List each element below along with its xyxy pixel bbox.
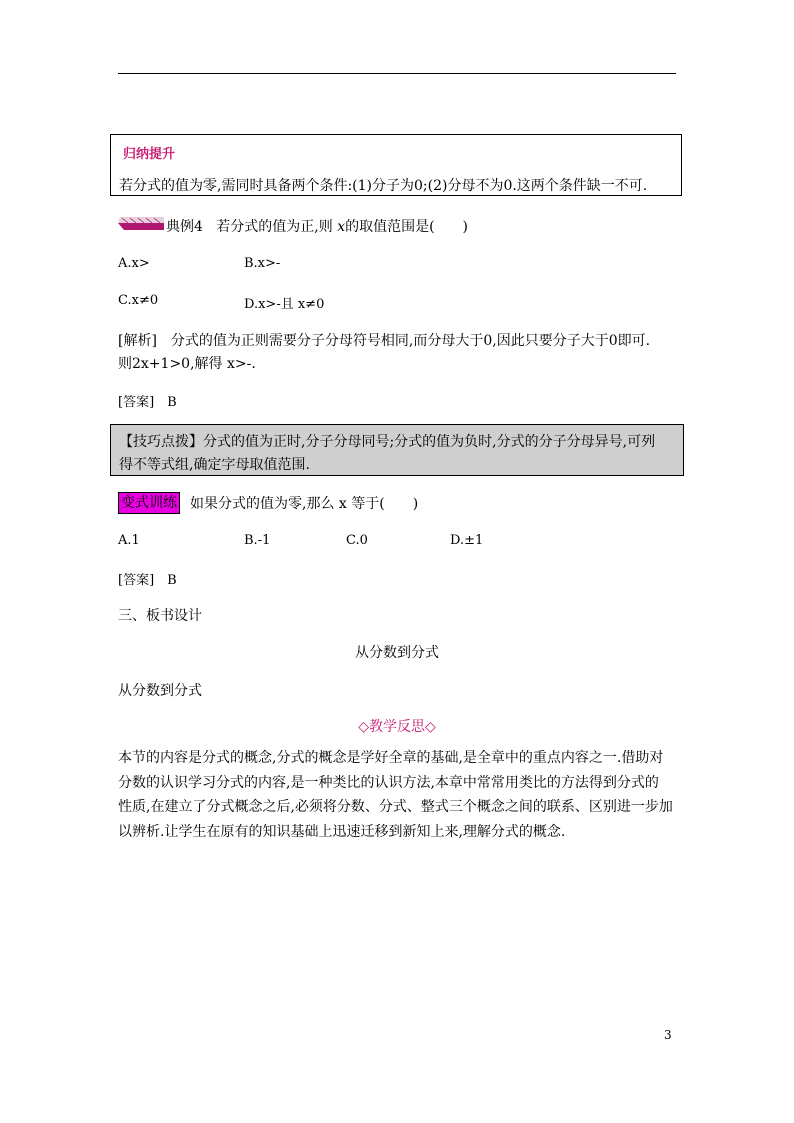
example-analysis-line1: [解析] 分式的值为正则需要分子分母符号相同,而分母大于0,因此只要分子大于0即可. (118, 333, 651, 349)
example-option-d: D.x>-且 x≠0 (244, 297, 325, 312)
variant-option-c: C.0 (346, 533, 368, 548)
section-title: 三、板书设计 (118, 608, 202, 624)
example-question-post: 的取值范围是( ) (345, 219, 469, 235)
reflection-line: 分数的认识学习分式的内容,是一种类比的认识方法,本章中常常用类比的方法得到分式的 (118, 775, 659, 791)
variant-option-b: B.-1 (244, 533, 271, 548)
header-rule (118, 73, 676, 74)
variant-answer: [答案] B (118, 573, 177, 588)
example-question-pre: 若分式的值为正,则 (216, 219, 333, 235)
variant-option-d: D.±1 (450, 533, 484, 548)
reflection-line: 本节的内容是分式的概念,分式的概念是学好全章的基础,是全章中的重点内容之一.借助对 (118, 750, 664, 766)
board-center-title: 从分数到分式 (355, 645, 439, 661)
summary-text: 若分式的值为零,需同时具备两个条件:(1)分子为0;(2)分母不为0.这两个条件缺一不可. (119, 178, 648, 194)
example-badge-icon (118, 217, 164, 231)
summary-box (110, 134, 682, 196)
reflection-line: 性质,在建立了分式概念之后,必须将分数、分式、整式三个概念之间的联系、区别进一步加 (118, 799, 673, 815)
example-question (166, 216, 468, 236)
example-analysis-line2: 则2x+1>0,解得 x>-. (118, 356, 256, 372)
board-left-text: 从分数到分式 (118, 683, 202, 699)
summary-title: 归纳提升 (123, 147, 176, 162)
example-option-b: B.x>- (244, 256, 281, 271)
page-number: 3 (664, 1028, 672, 1042)
reflection-line: 以辨析.让学生在原有的知识基础上迅速迁移到新知上来,理解分式的概念. (118, 824, 566, 840)
example-question-var: x (337, 219, 346, 235)
tip-line2: 得不等式组,确定字母取值范围. (119, 457, 310, 473)
tip-line1: 【技巧点拨】分式的值为正时,分子分母同号;分式的值为负时,分式的分子分母异号,可列 (119, 434, 656, 450)
variant-badge: 变式训练 (118, 492, 180, 514)
example-option-a: A.x> (118, 256, 150, 271)
example-option-c: C.x≠0 (118, 293, 159, 308)
variant-question: 如果分式的值为零,那么 x 等于( ) (190, 496, 419, 512)
reflection-title: ◇教学反思◇ (358, 719, 436, 735)
tip-box (110, 424, 684, 476)
variant-option-a: A.1 (118, 533, 140, 548)
example-label: 典例4 (166, 219, 203, 235)
example-answer: [答案] B (118, 395, 177, 410)
